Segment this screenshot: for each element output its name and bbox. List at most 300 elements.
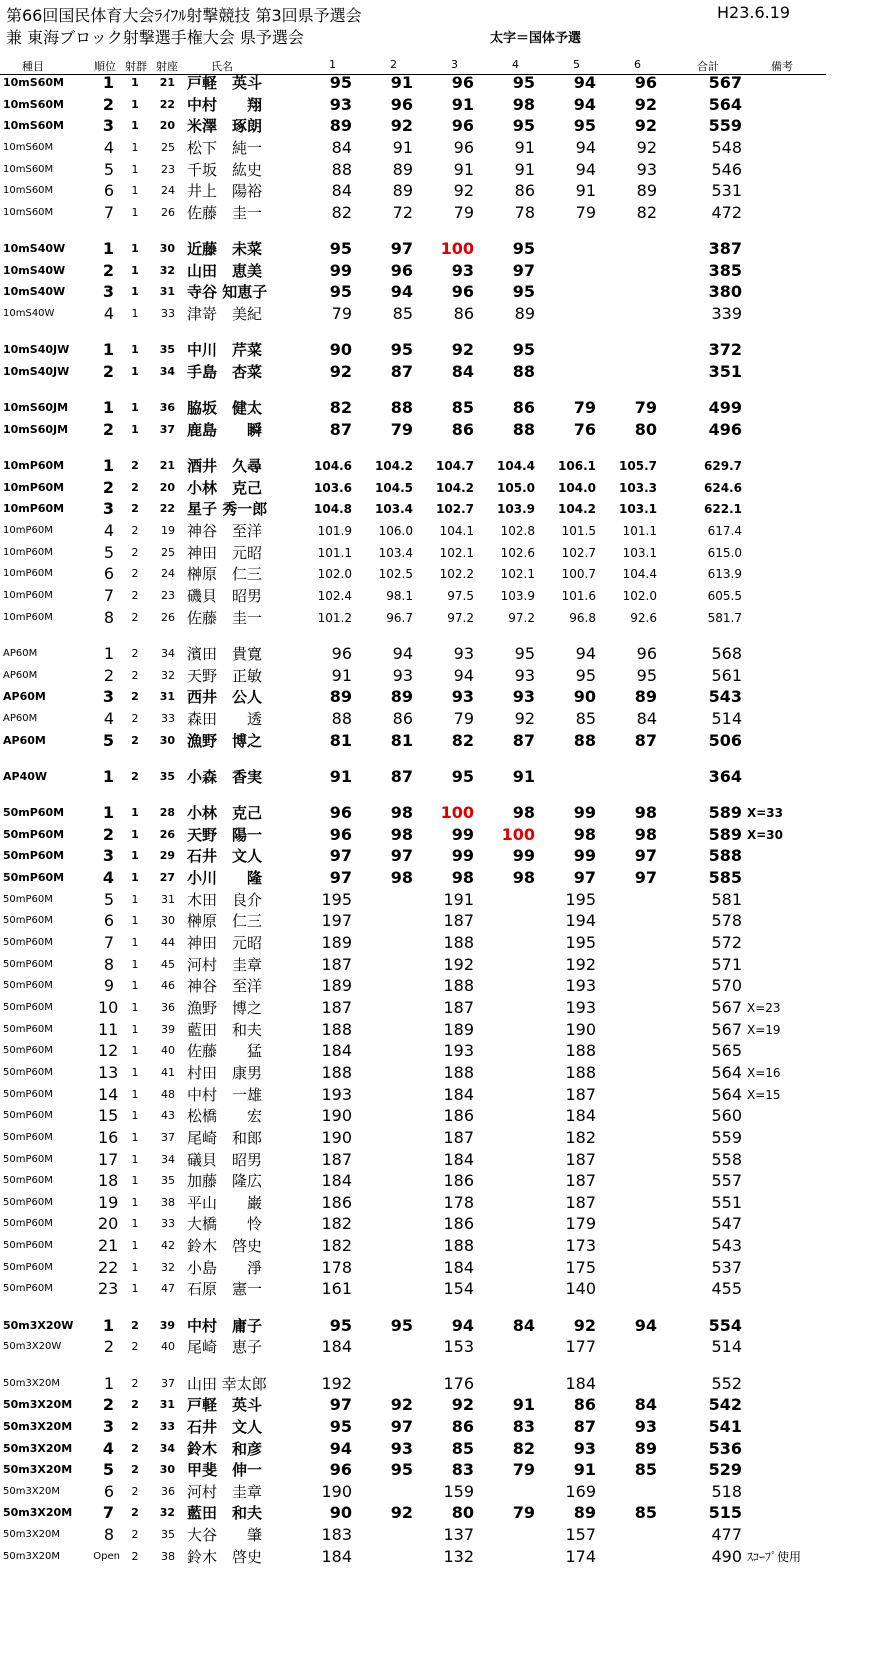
- point-cell: 38: [161, 1195, 175, 1209]
- name-cell: 戸軽 英斗: [187, 1396, 263, 1415]
- score-cell-1: 187: [321, 997, 352, 1017]
- name-cell: 佐藤 猛: [187, 1042, 263, 1061]
- score-cell-6: 96: [634, 73, 657, 92]
- total-cell: 496: [708, 419, 742, 439]
- name-cell: 尾崎 和郎: [187, 1128, 263, 1147]
- score-cell-3: 102.7: [436, 502, 474, 517]
- score-cell-3: 104.2: [436, 480, 474, 495]
- remarks-cell: X=33: [747, 806, 784, 820]
- point-cell: 21: [159, 76, 175, 89]
- score-cell-2: 95: [390, 1460, 413, 1480]
- header-group: 射群: [125, 60, 147, 73]
- score-cell-6: 98: [634, 824, 657, 844]
- point-cell: 29: [159, 849, 175, 863]
- group-cell: 1: [131, 979, 139, 993]
- score-cell-3: 86: [451, 419, 474, 439]
- score-cell-1: 92: [329, 362, 352, 381]
- score-cell-5: 104.0: [558, 480, 596, 495]
- total-cell: 552: [711, 1373, 742, 1393]
- event-cell: 50mP60M: [3, 1045, 53, 1057]
- score-cell-3: 85: [451, 1438, 474, 1458]
- rank-cell: 3: [102, 282, 114, 302]
- score-cell-5: 97: [573, 868, 596, 887]
- score-cell-2: 96: [390, 94, 413, 114]
- group-cell: 2: [131, 646, 139, 660]
- table-row: [0, 339, 891, 361]
- group-cell: 1: [131, 343, 139, 357]
- rank-cell: 7: [102, 1503, 114, 1523]
- score-cell-3: 98: [451, 868, 474, 887]
- point-cell: 35: [159, 769, 175, 783]
- score-cell-5: 140: [565, 1279, 596, 1299]
- table-row: [0, 1394, 891, 1416]
- name-cell: 漁野 博之: [187, 731, 263, 750]
- point-cell: 27: [159, 871, 175, 884]
- event-cell: 50mP60M: [3, 1218, 53, 1230]
- score-cell-5: 187: [565, 1192, 596, 1212]
- total-cell: 622.1: [704, 502, 742, 517]
- score-cell-3: 186: [443, 1214, 474, 1234]
- score-cell-2: 98.1: [386, 589, 413, 603]
- total-cell: 571: [711, 954, 742, 974]
- score-cell-4: 97.2: [508, 610, 535, 625]
- event-cell: 50mP60M: [3, 936, 53, 948]
- total-cell: 581: [711, 889, 742, 909]
- rank-cell: 6: [103, 564, 114, 584]
- score-cell-4: 102.1: [500, 567, 535, 582]
- table-row: [0, 455, 891, 477]
- name-cell: 神谷 至洋: [187, 522, 263, 541]
- event-cell: 10mS60JM: [3, 401, 69, 415]
- point-cell: 20: [159, 119, 175, 133]
- event-cell: AP60M: [3, 712, 38, 724]
- name-cell: 礒貝 昭男: [187, 1150, 263, 1169]
- score-cell-1: 101.2: [317, 610, 352, 625]
- point-cell: 33: [161, 307, 175, 321]
- name-cell: 榊原 仁三: [187, 565, 263, 584]
- score-cell-1: 95: [329, 282, 352, 302]
- event-cell: AP60M: [3, 733, 46, 747]
- score-cell-5: 194: [565, 911, 596, 931]
- group-cell: 1: [131, 1152, 139, 1166]
- total-cell: 557: [711, 1171, 742, 1191]
- event-cell: 10mS60M: [3, 142, 54, 153]
- event-cell: 50mP60M: [3, 1066, 53, 1078]
- total-cell: 585: [708, 868, 742, 887]
- point-cell: 44: [161, 935, 175, 949]
- table-row: [0, 1235, 891, 1257]
- name-cell: 天野 陽一: [187, 825, 263, 844]
- score-cell-3: 94: [453, 665, 474, 685]
- table-row: [0, 1546, 891, 1568]
- score-cell-3: 132: [443, 1546, 474, 1566]
- score-cell-3: 184: [443, 1149, 474, 1169]
- point-cell: 40: [161, 1340, 175, 1354]
- score-cell-3: 92: [451, 340, 474, 360]
- rank-cell: 17: [98, 1149, 119, 1169]
- point-cell: 24: [161, 184, 175, 198]
- event-cell: 10mP60M: [3, 459, 65, 473]
- total-cell: 560: [711, 1106, 742, 1126]
- score-cell-1: 184: [321, 1171, 352, 1191]
- event-cell: 50mP60M: [3, 871, 65, 884]
- score-cell-5: 175: [565, 1257, 596, 1277]
- event-cell: 10mS40W: [3, 263, 66, 277]
- score-cell-1: 88: [331, 159, 352, 179]
- group-cell: 2: [131, 711, 139, 725]
- score-cell-3: 187: [443, 911, 474, 931]
- score-cell-6: 101.1: [622, 524, 657, 539]
- total-cell: 589: [708, 803, 742, 822]
- score-cell-3: 187: [443, 997, 474, 1017]
- score-cell-4: 98: [512, 868, 535, 887]
- score-cell-1: 190: [321, 1481, 352, 1501]
- table-row: [0, 477, 891, 499]
- score-cell-3: 91: [451, 94, 474, 114]
- score-cell-6: 92: [636, 138, 657, 157]
- score-cell-1: 184: [321, 1041, 352, 1061]
- total-cell: 613.9: [707, 567, 742, 582]
- group-cell: 2: [131, 733, 139, 747]
- score-cell-2: 81: [390, 730, 413, 750]
- score-cell-6: 103.1: [622, 545, 657, 560]
- table-row: [0, 889, 891, 911]
- name-cell: 磯貝 昭男: [187, 587, 263, 605]
- score-cell-5: 91: [573, 1460, 596, 1480]
- name-cell: 米澤 琢朗: [187, 117, 263, 136]
- score-cell-3: 102.1: [439, 545, 474, 560]
- score-cell-3: 86: [453, 304, 474, 324]
- score-cell-5: 93: [573, 1438, 596, 1458]
- group-cell: 1: [131, 1239, 139, 1253]
- name-cell: 藍田 和夫: [187, 1504, 263, 1523]
- group-cell: 2: [131, 1484, 139, 1498]
- group-cell: 1: [131, 263, 139, 277]
- event-cell: 50m3X20M: [3, 1441, 73, 1455]
- group-cell: 2: [131, 524, 139, 538]
- remarks-cell: ｽｺｰﾌﾟ使用: [747, 1549, 802, 1564]
- score-cell-2: 94: [392, 643, 413, 663]
- table-row: [0, 1416, 891, 1438]
- score-cell-4: 86: [512, 398, 535, 418]
- score-cell-1: 104.8: [314, 502, 352, 517]
- total-cell: 499: [708, 398, 742, 418]
- point-cell: 30: [159, 1463, 175, 1477]
- score-cell-3: 186: [443, 1106, 474, 1126]
- score-cell-1: 89: [329, 116, 352, 136]
- total-cell: 542: [708, 1395, 742, 1415]
- score-cell-2: 98: [390, 868, 413, 887]
- score-cell-1: 190: [321, 1106, 352, 1126]
- event-cell: 10mS60M: [3, 119, 64, 133]
- total-cell: 564: [711, 1084, 742, 1104]
- score-cell-3: 96: [451, 116, 474, 136]
- event-cell: 50mP60M: [3, 1196, 53, 1208]
- rank-cell: 5: [102, 730, 114, 750]
- group-cell: 2: [131, 1463, 139, 1477]
- score-cell-5: 169: [565, 1481, 596, 1501]
- event-cell: 50mP60M: [3, 958, 53, 970]
- total-cell: 578: [711, 911, 742, 931]
- event-cell: 50m3X20W: [3, 1341, 62, 1353]
- score-cell-2: 95: [390, 1315, 413, 1335]
- event-cell: 50mP60M: [3, 1088, 53, 1100]
- rank-cell: 21: [98, 1236, 119, 1256]
- score-cell-2: 72: [392, 202, 413, 222]
- point-cell: 34: [159, 365, 175, 378]
- name-cell: 神谷 至洋: [187, 977, 263, 996]
- name-cell: 藍田 和夫: [187, 1020, 263, 1039]
- rank-cell: 1: [103, 643, 114, 663]
- group-cell: 1: [131, 892, 139, 906]
- group-cell: 1: [131, 827, 139, 841]
- point-cell: 32: [161, 1260, 175, 1274]
- event-cell: 10mS40W: [3, 285, 66, 299]
- score-cell-1: 90: [329, 340, 352, 360]
- score-cell-3: 94: [451, 1315, 474, 1335]
- score-cell-4: 89: [514, 304, 535, 324]
- group-cell: 2: [131, 589, 139, 602]
- point-cell: 28: [159, 806, 175, 819]
- score-cell-5: 94: [575, 138, 596, 157]
- point-cell: 35: [161, 1528, 175, 1542]
- name-cell: 鈴木 啓史: [187, 1547, 263, 1566]
- score-cell-3: 193: [443, 1041, 474, 1061]
- total-cell: 514: [711, 708, 742, 728]
- score-cell-6: 93: [634, 1416, 657, 1436]
- score-cell-4: 84: [512, 1315, 535, 1335]
- score-cell-4: 78: [514, 202, 535, 222]
- event-cell: 10mS40W: [3, 308, 55, 320]
- score-cell-1: 96: [329, 803, 352, 822]
- header-point: 射座: [156, 60, 178, 73]
- score-cell-5: 104.2: [558, 502, 596, 517]
- group-cell: 1: [131, 97, 139, 111]
- score-cell-4: 91: [514, 159, 535, 179]
- table-row: [0, 824, 891, 846]
- rank-cell: 3: [102, 499, 114, 519]
- header-rank: 順位: [94, 60, 116, 73]
- rank-cell: 18: [98, 1171, 119, 1191]
- rank-cell: 2: [103, 665, 114, 685]
- rank-cell: 11: [98, 1019, 119, 1039]
- point-cell: 34: [159, 1441, 175, 1455]
- score-cell-1: 95: [329, 239, 352, 259]
- score-cell-2: 96.7: [386, 610, 413, 625]
- event-cell: AP60M: [3, 647, 38, 659]
- name-cell: 石原 憲一: [187, 1280, 263, 1299]
- header-event: 種目: [22, 60, 44, 73]
- name-cell: 寺谷 知恵子: [187, 283, 268, 302]
- event-cell: 10mS40JW: [3, 365, 70, 378]
- table-row: [0, 802, 891, 824]
- event-cell: 50mP60M: [3, 893, 53, 905]
- point-cell: 23: [161, 589, 175, 602]
- score-cell-3: 184: [443, 1084, 474, 1104]
- group-cell: 2: [131, 545, 139, 559]
- group-cell: 1: [131, 205, 139, 219]
- rank-cell: 13: [98, 1062, 119, 1082]
- score-cell-3: 91: [453, 159, 474, 179]
- rank-cell: 1: [102, 73, 114, 92]
- point-cell: 48: [161, 1087, 175, 1101]
- group-cell: 2: [131, 567, 139, 581]
- score-cell-4: 86: [514, 181, 535, 201]
- point-cell: 30: [161, 914, 175, 928]
- name-cell: 小島 淨: [187, 1258, 263, 1277]
- score-cell-5: 88: [573, 730, 596, 750]
- score-cell-1: 178: [321, 1257, 352, 1277]
- rank-cell: 7: [103, 586, 114, 605]
- total-cell: 559: [708, 116, 742, 136]
- table-row: [0, 1062, 891, 1084]
- score-cell-3: 93: [453, 643, 474, 663]
- table-row: [0, 1278, 891, 1300]
- group-cell: 1: [131, 1217, 139, 1231]
- score-cell-6: 85: [634, 1460, 657, 1480]
- score-cell-3: 83: [451, 1460, 474, 1480]
- point-cell: 32: [159, 1506, 175, 1520]
- name-cell: 近藤 未菜: [187, 240, 263, 259]
- score-cell-1: 189: [321, 976, 352, 996]
- header-remarks: 備考: [771, 60, 793, 73]
- rank-cell: 5: [103, 159, 114, 179]
- name-cell: 中川 芹菜: [187, 341, 263, 360]
- score-cell-6: 84: [634, 1395, 657, 1415]
- event-cell: 10mP60M: [3, 568, 53, 580]
- rank-cell: 4: [103, 521, 114, 541]
- score-cell-6: 92: [634, 94, 657, 114]
- score-cell-5: 94: [573, 73, 596, 92]
- rank-cell: 23: [98, 1279, 119, 1299]
- group-cell: 1: [131, 285, 139, 299]
- name-cell: 佐藤 圭一: [187, 608, 263, 627]
- event-cell: 50mP60M: [3, 915, 53, 927]
- score-cell-2: 104.5: [375, 480, 413, 495]
- group-cell: 2: [131, 1506, 139, 1520]
- point-cell: 22: [159, 97, 175, 111]
- score-cell-2: 106.0: [378, 524, 413, 539]
- point-cell: 26: [159, 827, 175, 841]
- name-cell: 濱田 貴寛: [187, 644, 263, 663]
- score-cell-5: 94: [573, 94, 596, 114]
- score-cell-1: 102.0: [317, 567, 352, 582]
- score-cell-4: 95: [512, 73, 535, 92]
- score-cell-3: 80: [451, 1503, 474, 1523]
- group-cell: 2: [131, 480, 139, 494]
- score-cell-5: 94: [575, 643, 596, 663]
- score-cell-6: 97: [634, 846, 657, 866]
- score-cell-3: 96: [451, 282, 474, 302]
- score-cell-3: 188: [443, 932, 474, 952]
- total-cell: 477: [711, 1525, 742, 1545]
- rank-cell: 12: [98, 1041, 119, 1061]
- header-s1: 1: [329, 58, 336, 71]
- rank-cell: 5: [102, 1460, 114, 1480]
- score-cell-3: 104.1: [439, 524, 474, 539]
- total-cell: 567: [711, 997, 742, 1017]
- table-row: [0, 1084, 891, 1106]
- score-cell-3: 153: [443, 1337, 474, 1357]
- remarks-cell: X=30: [747, 827, 784, 842]
- rank-cell: 3: [102, 687, 114, 707]
- rank-cell: 8: [103, 954, 114, 974]
- score-cell-5: 195: [565, 932, 596, 952]
- group-cell: 2: [131, 668, 139, 682]
- score-cell-1: 97: [329, 1395, 352, 1415]
- total-cell: 558: [711, 1149, 742, 1169]
- name-cell: 小林 克己: [187, 478, 263, 497]
- score-cell-3: 176: [443, 1373, 474, 1393]
- table-row: [0, 1149, 891, 1171]
- point-cell: 38: [161, 1549, 175, 1563]
- point-cell: 42: [161, 1239, 175, 1253]
- group-cell: 1: [131, 119, 139, 133]
- name-cell: 中村 翔: [187, 95, 263, 114]
- group-cell: 1: [131, 1174, 139, 1188]
- group-cell: 1: [131, 1087, 139, 1101]
- score-cell-1: 93: [329, 94, 352, 114]
- score-cell-4: 102.6: [500, 545, 535, 560]
- event-cell: 50m3X20M: [3, 1419, 73, 1433]
- group-cell: 2: [131, 690, 139, 704]
- score-cell-3: 192: [443, 954, 474, 974]
- point-cell: 32: [159, 263, 175, 277]
- score-cell-4: 79: [512, 1460, 535, 1480]
- score-cell-4: 79: [512, 1503, 535, 1523]
- score-cell-1: 192: [321, 1373, 352, 1393]
- score-cell-2: 102.5: [378, 567, 413, 582]
- score-cell-1: 79: [331, 304, 352, 324]
- rank-cell: 10: [98, 997, 119, 1017]
- event-cell: 50m3X20M: [3, 1485, 61, 1497]
- group-cell: 2: [131, 1419, 139, 1433]
- score-cell-2: 89: [390, 687, 413, 707]
- total-cell: 548: [711, 138, 742, 157]
- score-cell-2: 96: [390, 260, 413, 280]
- score-cell-6: 84: [636, 708, 657, 728]
- score-cell-5: 89: [573, 1503, 596, 1523]
- score-cell-4: 105.0: [497, 480, 535, 495]
- score-cell-6: 87: [634, 730, 657, 750]
- point-cell: 43: [161, 1109, 175, 1123]
- score-cell-2: 87: [390, 766, 413, 786]
- rank-cell: 22: [98, 1257, 119, 1277]
- event-cell: 50m3X20W: [3, 1318, 74, 1332]
- remarks-cell: X=23: [747, 1000, 781, 1015]
- score-cell-5: 182: [565, 1127, 596, 1147]
- point-cell: 25: [161, 545, 175, 559]
- name-cell: 脇坂 健太: [187, 399, 263, 418]
- name-cell: 加藤 隆広: [187, 1172, 263, 1191]
- group-cell: 2: [131, 610, 139, 624]
- group-cell: 1: [131, 1260, 139, 1274]
- table-row: [0, 1213, 891, 1235]
- score-cell-3: 96: [453, 138, 474, 157]
- point-cell: 46: [161, 979, 175, 993]
- score-cell-5: 177: [565, 1337, 596, 1357]
- rank-cell: 2: [102, 419, 114, 439]
- score-cell-1: 184: [321, 1337, 352, 1357]
- rank-cell: 9: [103, 976, 114, 996]
- score-cell-3: 92: [453, 181, 474, 201]
- header-name: 氏名: [211, 60, 233, 73]
- rank-cell: 16: [98, 1127, 119, 1147]
- score-cell-3: 79: [453, 708, 474, 728]
- score-cell-2: 88: [390, 398, 413, 418]
- name-cell: 手島 杏菜: [187, 363, 263, 381]
- name-cell: 松下 純一: [187, 139, 263, 157]
